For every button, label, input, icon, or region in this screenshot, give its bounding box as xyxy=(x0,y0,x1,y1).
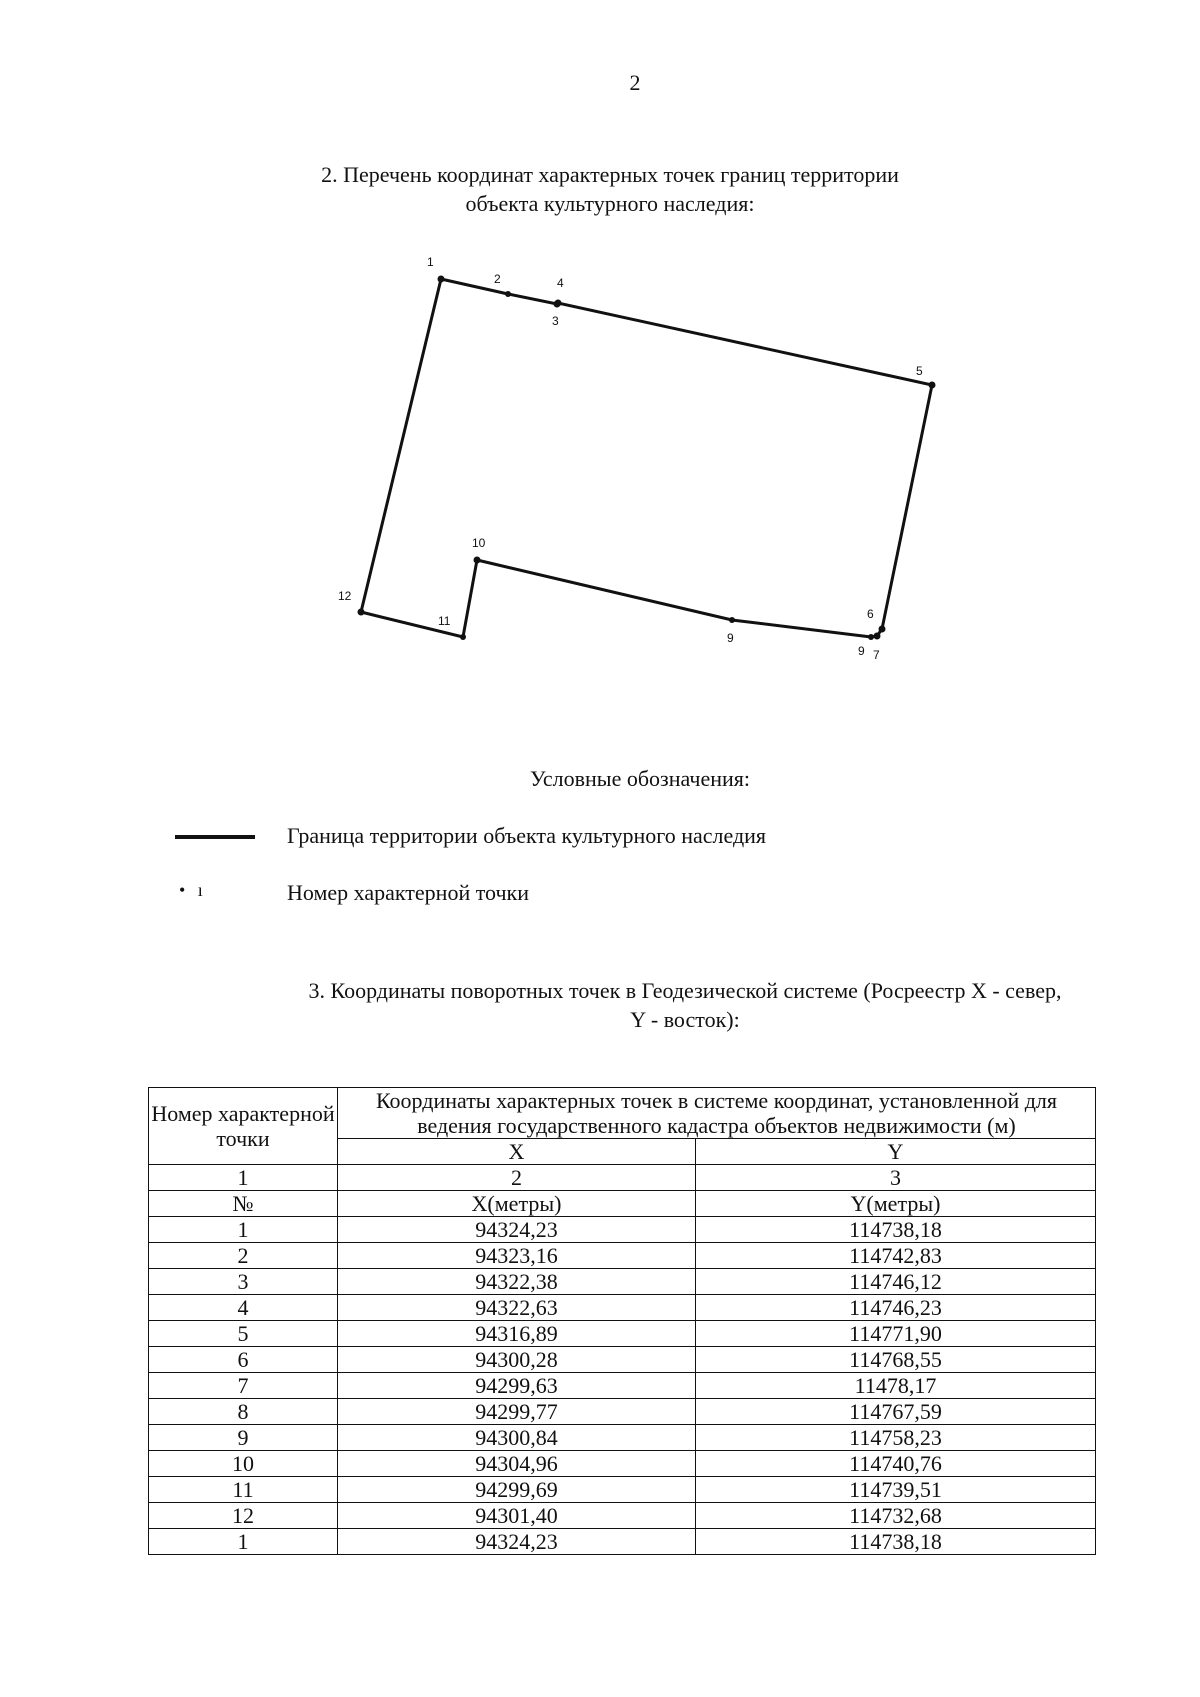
point-label: 10 xyxy=(472,536,486,550)
legend-boundary-label: Граница территории объекта культурного наследия xyxy=(287,823,767,848)
point-label: 5 xyxy=(916,364,923,378)
section-2-title-line-2: объекта культурного наследия: xyxy=(465,191,755,216)
point-label: 7 xyxy=(873,648,880,662)
table-row xyxy=(149,1321,1096,1347)
point-label: 6 xyxy=(867,607,874,621)
column-number: 1 xyxy=(149,1165,338,1191)
point-marker-2 xyxy=(505,291,511,297)
y-value-cell: 114732,68 xyxy=(696,1503,1096,1529)
point-marker-6 xyxy=(879,626,886,633)
point-marker-1 xyxy=(438,276,445,283)
point-number-cell: 2 xyxy=(149,1243,338,1269)
point-number-cell: 1 xyxy=(149,1217,338,1243)
point-label: 9 xyxy=(727,631,734,645)
y-value-cell: 114738,18 xyxy=(696,1529,1096,1555)
x-value-cell: 94324,23 xyxy=(338,1217,696,1243)
x-value-cell: 94322,38 xyxy=(338,1269,696,1295)
y-value-cell: 114740,76 xyxy=(696,1451,1096,1477)
point-number-cell: 4 xyxy=(149,1295,338,1321)
table-row xyxy=(149,1399,1096,1425)
y-meters-header: Y(метры) xyxy=(696,1191,1096,1217)
table-row xyxy=(149,1269,1096,1295)
y-header: Y xyxy=(696,1139,1096,1165)
y-value-cell: 114746,23 xyxy=(696,1295,1096,1321)
y-value-cell: 114742,83 xyxy=(696,1243,1096,1269)
x-value-cell: 94301,40 xyxy=(338,1503,696,1529)
x-value-cell: 94304,96 xyxy=(338,1451,696,1477)
y-value-cell: 114768,55 xyxy=(696,1347,1096,1373)
point-labels xyxy=(338,255,923,662)
legend-boundary-row xyxy=(175,823,1075,853)
point-label: 9 xyxy=(858,644,865,658)
x-value-cell: 94322,63 xyxy=(338,1295,696,1321)
table-row xyxy=(149,1217,1096,1243)
x-value-cell: 94299,77 xyxy=(338,1399,696,1425)
table-row xyxy=(149,1347,1096,1373)
point-number-cell: 8 xyxy=(149,1399,338,1425)
section-2-title-line-1: 2. Перечень координат характерных точек границ территории xyxy=(321,162,899,187)
point-label: 11 xyxy=(438,614,451,628)
x-value-cell: 94299,69 xyxy=(338,1477,696,1503)
point-marker-9 xyxy=(729,617,735,623)
table-header-row xyxy=(149,1088,1096,1139)
section-3-title-line-2: Y - восток): xyxy=(630,1007,740,1032)
x-value-cell: 94323,16 xyxy=(338,1243,696,1269)
y-value-cell: 114767,59 xyxy=(696,1399,1096,1425)
point-label: 3 xyxy=(552,314,559,328)
coordinates-header: Координаты характерных точек в системе координат, установленной для ведения государственного кадастра объектов недвижимости (м) xyxy=(338,1088,1096,1139)
point-number-cell: 9 xyxy=(149,1425,338,1451)
table-row xyxy=(149,1529,1096,1555)
boundary-polygon xyxy=(361,279,932,637)
point-label: 1 xyxy=(427,255,434,269)
table-subheader-row xyxy=(149,1191,1096,1217)
section-3-title-line-1: 3. Координаты поворотных точек в Геодезической системе (Росреестр X - север, xyxy=(308,978,1062,1003)
x-value-cell: 94324,23 xyxy=(338,1529,696,1555)
column-number: 2 xyxy=(338,1165,696,1191)
x-header: X xyxy=(338,1139,696,1165)
column-number: 3 xyxy=(696,1165,1096,1191)
point-marker-5 xyxy=(929,382,936,389)
table-row xyxy=(149,1295,1096,1321)
point-markers xyxy=(358,276,936,641)
table-row xyxy=(149,1477,1096,1503)
table-row xyxy=(149,1243,1096,1269)
point-number-cell: 1 xyxy=(149,1529,338,1555)
table-row xyxy=(149,1451,1096,1477)
y-value-cell: 114771,90 xyxy=(696,1321,1096,1347)
point-number-header: Номер характерной точки xyxy=(149,1088,338,1165)
point-number-cell: 11 xyxy=(149,1477,338,1503)
point-number-cell: 10 xyxy=(149,1451,338,1477)
table-row xyxy=(149,1425,1096,1451)
point-label: 12 xyxy=(338,589,352,603)
point-number-cell: 12 xyxy=(149,1503,338,1529)
point-marker-10 xyxy=(474,557,481,564)
point-marker-7 xyxy=(874,633,881,640)
legend-point-label: Номер характерной точки xyxy=(287,880,529,905)
y-value-cell: 114738,18 xyxy=(696,1217,1096,1243)
legend-title: Условные обозначения: xyxy=(529,766,751,791)
y-value-cell: 114739,51 xyxy=(696,1477,1096,1503)
table-row xyxy=(149,1503,1096,1529)
table-row xyxy=(149,1373,1096,1399)
point-number-cell: 5 xyxy=(149,1321,338,1347)
point-marker-4 xyxy=(555,300,562,307)
section-3-heading xyxy=(250,976,1120,1034)
y-value-cell: 114758,23 xyxy=(696,1425,1096,1451)
x-value-cell: 94316,89 xyxy=(338,1321,696,1347)
x-value-cell: 94300,84 xyxy=(338,1425,696,1451)
point-marker-12 xyxy=(358,609,365,616)
point-number-cell: 6 xyxy=(149,1347,338,1373)
boundary-plan xyxy=(0,0,1200,720)
point-marker-8 xyxy=(868,634,874,640)
point-symbol: • ı xyxy=(179,880,207,900)
point-label: 2 xyxy=(494,272,501,286)
x-meters-header: X(метры) xyxy=(338,1191,696,1217)
x-value-cell: 94299,63 xyxy=(338,1373,696,1399)
number-sign-header: № xyxy=(149,1191,338,1217)
legend-point-row xyxy=(175,880,1075,910)
page-number: 2 xyxy=(629,70,641,95)
point-label: 4 xyxy=(557,276,564,290)
boundary-line-symbol xyxy=(175,835,255,839)
point-number-cell: 7 xyxy=(149,1373,338,1399)
coordinates-table xyxy=(148,1087,1096,1555)
point-marker-11 xyxy=(460,634,466,640)
y-value-cell: 114746,12 xyxy=(696,1269,1096,1295)
y-value-cell: 11478,17 xyxy=(696,1373,1096,1399)
x-value-cell: 94300,28 xyxy=(338,1347,696,1373)
table-column-number-row xyxy=(149,1165,1096,1191)
point-number-cell: 3 xyxy=(149,1269,338,1295)
